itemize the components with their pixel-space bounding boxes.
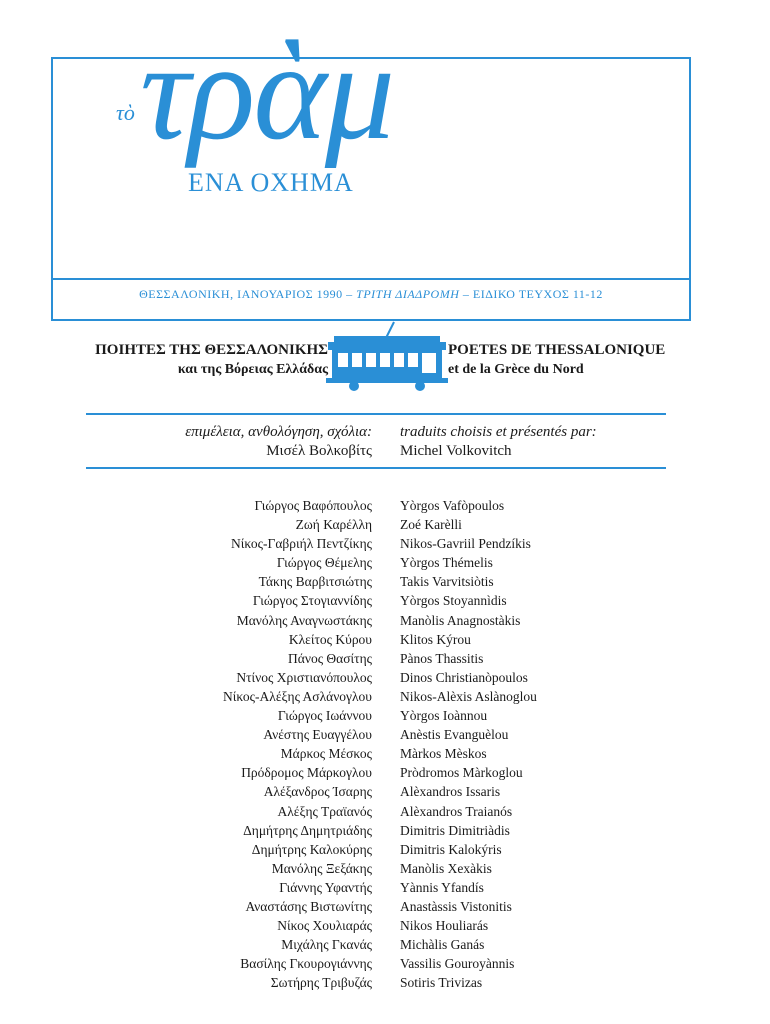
poet-name-latin: Klitos Kýrou [400, 631, 471, 647]
poet-row [0, 802, 770, 821]
poet-name-latin: Michàlis Ganás [400, 937, 485, 953]
poet-row [0, 821, 770, 840]
poet-name-latin: Alèxandros Traianós [400, 803, 513, 819]
poet-name-greek: Μιχάλης Γκανάς [281, 937, 372, 953]
poet-name-greek: Γιώργος Στογιαννίδης [252, 593, 372, 609]
poet-name-latin: Dimitris Dimitriàdis [400, 822, 510, 838]
poet-name-greek: Μανόλης Ξεξάκης [271, 860, 372, 876]
poet-row [0, 916, 770, 935]
french-credit-name: Michel Volkovitch [400, 443, 512, 459]
poet-row [0, 897, 770, 916]
issue-number: – ΕΙΔΙΚΟ ΤΕΥΧΟΣ 11-12 [459, 287, 603, 301]
french-credit [400, 423, 597, 461]
poet-row [0, 649, 770, 668]
poet-name-latin: Dinos Christianòpoulos [400, 669, 528, 685]
poet-row [0, 668, 770, 687]
credits-bottom-rule [86, 467, 666, 469]
poet-row [0, 611, 770, 630]
poet-name-latin: Sotiris Trivizas [400, 975, 483, 991]
poet-name-greek: Δημήτρης Δημητριάδης [243, 822, 372, 838]
poet-row [0, 763, 770, 782]
poet-name-latin: Manòlis Xexàkis [400, 860, 492, 876]
poet-name-greek: Αλέξης Τραϊανός [277, 803, 372, 819]
poet-name-latin: Yòrgos Ioànnou [400, 708, 488, 724]
greek-credit-role: επιμέλεια, ανθολόγηση, σχόλια: [185, 424, 372, 440]
poet-name-latin: Anèstis Evanguèlou [400, 727, 509, 743]
poet-row [0, 782, 770, 801]
french-heading-line2: et de la Grèce du Nord [448, 362, 584, 377]
poet-row [0, 496, 770, 515]
poet-name-greek: Γιώργος Βαφόπουλος [254, 498, 372, 513]
magazine-title: τρὰμ [140, 14, 394, 169]
poet-name-greek: Γιώργος Ιωάννου [277, 708, 372, 724]
poet-name-latin: Anastàssis Vistonitis [400, 898, 512, 914]
greek-credit [86, 423, 372, 461]
french-credit-role: traduits choisis et présentés par: [400, 424, 597, 440]
poet-row [0, 553, 770, 572]
poet-row [0, 744, 770, 763]
poet-name-latin: Màrkos Mèskos [400, 746, 487, 762]
poet-name-greek: Νίκος Χουλιαράς [277, 918, 372, 934]
poet-name-greek: Μάρκος Μέσκος [280, 746, 372, 762]
poet-name-latin: Pròdromos Màrkoglou [400, 765, 523, 781]
poet-name-greek: Ντίνος Χριστιανόπουλος [236, 669, 372, 685]
magazine-subtitle: ΕΝΑ ΟΧΗΜΑ [188, 168, 354, 197]
poet-row [0, 591, 770, 610]
poet-row [0, 687, 770, 706]
poet-name-latin: Yòrgos Vafòpoulos [400, 498, 505, 513]
poet-name-latin: Vassilis Gouroyànnis [400, 956, 515, 972]
poet-name-greek: Γιάννης Υφαντής [279, 879, 372, 895]
poet-name-greek: Νίκος-Γαβριήλ Πεντζίκης [231, 536, 372, 552]
poet-name-greek: Πάνος Θασίτης [288, 650, 372, 666]
poet-name-latin: Alèxandros Issaris [400, 784, 501, 800]
poet-row [0, 534, 770, 553]
french-heading-line1: POETES DE THESSALONIQUE [448, 342, 666, 358]
masthead-divider [53, 278, 689, 280]
poet-name-greek: Κλείτος Κύρου [288, 631, 372, 647]
french-heading [448, 340, 665, 380]
poet-row [0, 878, 770, 897]
poet-row [0, 840, 770, 859]
poet-name-latin: Dimitris Kalokýris [400, 841, 502, 857]
poet-name-greek: Νίκος-Αλέξης Ασλάνογλου [223, 688, 372, 704]
poet-name-greek: Ανέστης Ευαγγέλου [263, 727, 372, 743]
poet-name-greek: Πρόδρομος Μάρκογλου [241, 765, 372, 781]
poet-name-latin: Yòrgos Stoyannìdis [400, 593, 507, 609]
poet-name-latin: Yànnis Yfandís [400, 879, 484, 895]
credits-top-rule [86, 413, 666, 415]
poet-name-greek: Τάκης Βαρβιτσιώτης [258, 574, 372, 590]
poet-name-greek: Σωτήρης Τριβυζάς [270, 975, 372, 991]
poet-name-latin: Nikos Houliarás [400, 918, 489, 934]
poet-name-latin: Nikos-Gavriil Pendzíkis [400, 536, 531, 552]
poet-name-latin: Zoé Karèlli [400, 517, 462, 533]
poet-row [0, 859, 770, 878]
poet-row [0, 572, 770, 591]
poet-name-greek: Γιώργος Θέμελης [276, 555, 372, 571]
poet-name-greek: Αναστάσης Βιστωνίτης [245, 898, 372, 914]
poet-name-latin: Manòlis Anagnostàkis [400, 612, 521, 628]
poet-row [0, 973, 770, 992]
tram-illustration-icon [324, 320, 450, 392]
poet-row [0, 515, 770, 534]
title-prefix: τὸ [116, 100, 135, 125]
greek-heading-line1: ΠΟΙΗΤΕΣ ΤΗΣ ΘΕΣΣΑΛΟΝΙΚΗΣ [95, 342, 328, 358]
poet-list [0, 496, 770, 992]
poet-row [0, 954, 770, 973]
greek-credit-name: Μισέλ Βολκοβίτς [266, 443, 372, 459]
poet-name-latin: Pànos Thassitis [400, 650, 484, 666]
greek-heading [60, 340, 328, 380]
poet-name-greek: Ζωή Καρέλλη [295, 517, 372, 533]
poet-name-greek: Βασίλης Γκουρογιάννης [240, 956, 372, 972]
poet-row [0, 725, 770, 744]
poet-name-greek: Μανόλης Αναγνωστάκης [236, 612, 372, 628]
greek-heading-line2: και της Βόρειας Ελλάδας [177, 362, 328, 377]
poet-name-greek: Αλέξανδρος Ίσαρης [263, 784, 372, 800]
poet-name-latin: Takis Varvitsiòtis [400, 574, 494, 590]
poet-row [0, 935, 770, 954]
issue-line [51, 287, 691, 302]
poet-row [0, 630, 770, 649]
issue-place-date: ΘΕΣΣΑΛΟΝΙΚΗ, ΙΑΝΟΥΑΡΙΟΣ 1990 – [139, 287, 357, 301]
poet-name-latin: Nikos-Alèxis Aslànoglou [400, 688, 537, 704]
issue-series: ΤΡΙΤΗ ΔΙΑΔΡΟΜΗ [356, 287, 460, 301]
poet-name-greek: Δημήτρης Καλοκύρης [251, 841, 372, 857]
poet-name-latin: Yòrgos Thémelis [400, 555, 493, 571]
poet-row [0, 706, 770, 725]
